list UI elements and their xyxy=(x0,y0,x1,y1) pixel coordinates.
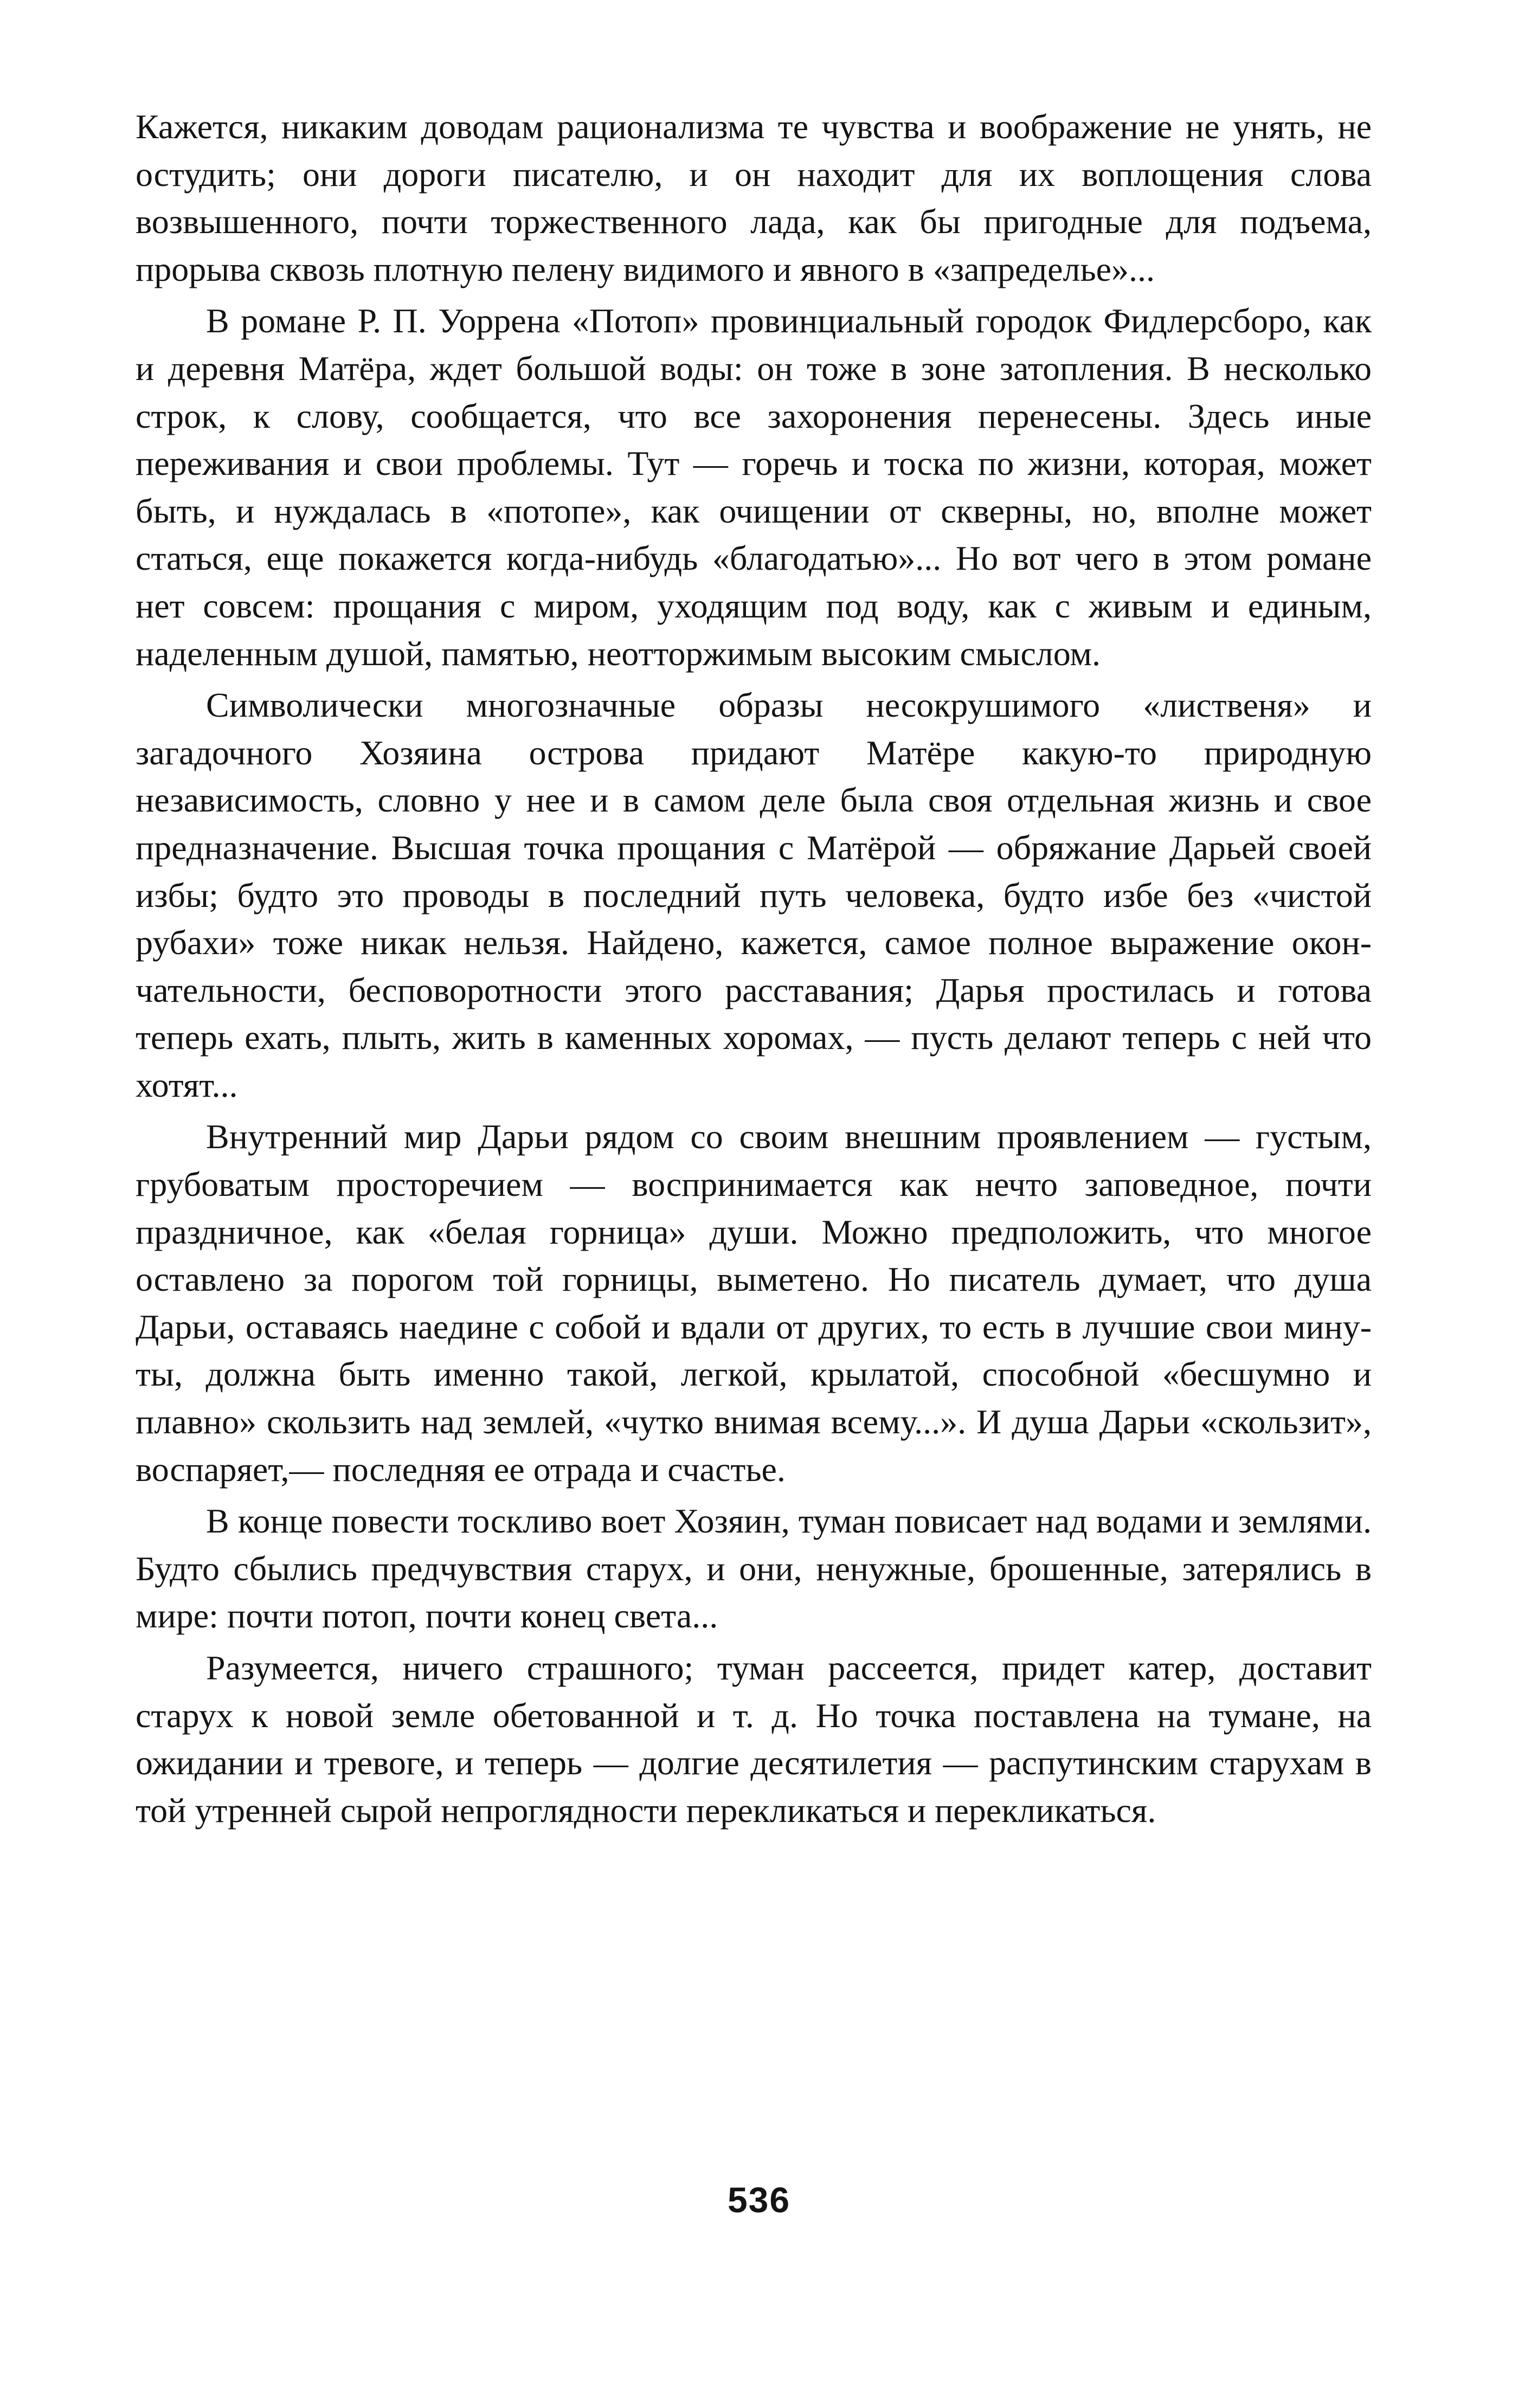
paragraph-4: Внутренний мир Дарьи рядом со своим внешним проявлением — густым, грубоватым просторечием — воспринимается как нечто заповедное, почти праздничное, как «белая горница» души. Можно предположить, что многое оставлено за порогом той горницы, выметено. Но писатель думает, что душа Дарьи, оставаясь наедине с собой и вдали от других, то есть в лучшие свои минуты, должна быть именно такой, легкой, крылатой, способной «бесшумно и плавно» скользить над землей, «чутко внимая всему...». И душа Дарьи «скользит», воспаряет,— последняя ее отрада и счастье. xyxy=(136,1117,1372,1489)
paragraph-5: В конце повести тоскливо воет Хозяин, туман повисает над водами и землями. Будто сбылись предчувствия старух, и они, ненужные, брошенные, затерялись в мире: почти потоп, почти конец света... xyxy=(136,1502,1372,1636)
paragraph-3: Символически многозначные образы несокрушимого «лиственя» и загадочного Хозяина острова придают Матёре какую-то природную независимость, словно у нее и в самом деле была своя отдельная жизнь и свое предназначение. Высшая точка прощания с Матёрой — обряжание Дарьей своей избы; будто это проводы в последний путь человека, будто избе без «чистой рубахи» тоже никак нельзя. Найдено, кажется, самое полное выражение окончательности, бесповоротности этого расставания; Дарья простилась и готова теперь ехать, плыть, жить в каменных хоромах, — пусть делают теперь с ней что хотят... xyxy=(136,686,1372,1104)
paragraph-6: Разумеется, ничего страшного; туман рассеется, придет катер, доставит старух к новой земле обетованной и т. д. Но точка поставлена на тумане, на ожидании и тревоге, и теперь — долгие десятилетия — распутинским старухам в той утренней сырой непроглядности перекликаться и перекликаться. xyxy=(136,1649,1372,1830)
page-body xyxy=(136,103,1372,1838)
paragraph-2: В романе Р. П. Уоррена «Потоп» провинциальный городок Фидлерсборо, как и деревня Матёра, ждет большой воды: он тоже в зоне затопления. В несколько строк, к слову, сообщается, что все захоронения перенесены. Здесь иные переживания и свои проблемы. Тут — горечь и тоска по жизни, которая, может быть, и нуждалась в «потопе», как очищении от скверны, но, вполне может статься, еще покажется когда-нибудь «благодатью»... Но вот чего в этом романе нет совсем: прощания с миром, уходящим под воду, как с живым и единым, наделенным душой, памятью, неотторжимым высоким смыслом. xyxy=(136,301,1372,673)
page-number: 536 xyxy=(727,2180,791,2220)
paragraph-1: Кажется, никаким доводам рационализма те чувства и воображение не унять, не остудить; они дороги писателю, и он находит для их воплощения слова возвышенного, почти торжественного лада, как бы пригодные для подъема, прорыва сквозь плотную пелену видимого и явного в «запределье»... xyxy=(136,107,1372,288)
